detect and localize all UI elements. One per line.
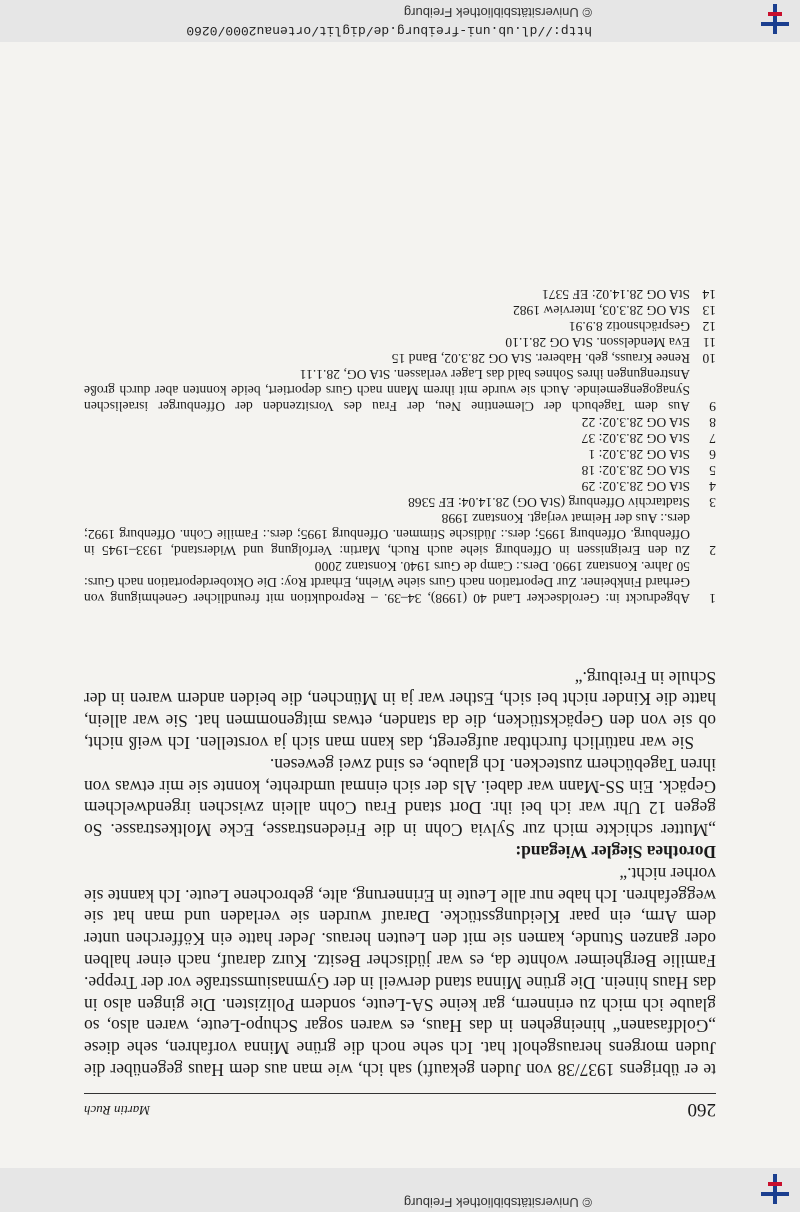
footnote-text: Eva Mendelsson. StA OG 28.1.10 [505, 335, 690, 350]
footnote-text: StA OG 28.3.03, Interview 1982 [512, 303, 690, 318]
footnote-number: 2 [709, 543, 716, 558]
footnote [84, 446, 716, 462]
running-author: Martin Ruch [84, 1103, 151, 1118]
library-credit: © Universitätsbibliothek Freiburg [403, 1195, 592, 1210]
footnote [84, 318, 716, 334]
body-text [84, 666, 716, 1080]
footnote [84, 430, 716, 446]
library-credit: © Universitätsbibliothek Freiburg [403, 5, 592, 20]
footnote-text: Gesprächsnotiz 8.9.91 [568, 319, 690, 334]
paragraph-2: „Mutter schickte mich zur Sylvia Cohn in die Friedenstrasse, Ecke Moltkestrasse. So gegen 12 Uhr war ich bei ihr. Dort stand Frau Cohn allein zwischen irgendwelchem Gepäck. Ein SS-Mann war dabei. Als der sich einmal umdrehte, konnte sie mir etwas von ihren Tagebüchern zustecken. Ich glaube, es sind zwei gewesen. [84, 754, 716, 841]
footnote [84, 302, 716, 318]
footnote-text: StA OG 28.3.02: 22 [581, 415, 690, 430]
paragraph-3: Sie war natürlich furchtbar aufgeregt, das kann man sich ja vorstellen. Ich weiß nicht, ob sie von den Gepäckstücken, die da standen, etwas mitgenommen hat. Sie war allein, hatte die Kinder nicht bei sich, Esther war ja in München, die beiden andern waren in der Schule in Freiburg.“ [84, 667, 716, 754]
footnote-text: StA OG 28.3.02: 18 [581, 463, 690, 478]
footnote [84, 350, 716, 366]
footnote-text: Abgedruckt in: Geroldsecker Land 40 (1998), 34–39. – Reproduktion mit freundlicher Genehmigung von Gerhard Finkbeiner. Zur Deportation nach Gurs siehe Wiehn, Erhardt Roy: Die Oktoberdeportation nach Gurs: 50 Jahre. Konstanz 1990. Ders.: Camp de Gurs 1940. Konstanz 2000 [84, 559, 690, 606]
library-header-bar [0, 0, 800, 42]
footnote-text: StA OG 28.14.02: EF 5371 [541, 287, 690, 302]
footnote [84, 510, 716, 558]
footnote-number: 12 [702, 319, 716, 334]
footnote [84, 366, 716, 414]
paragraph-1: te er übrigens 1937/38 von Juden gekauft) sah ich, wie man aus dem Haus gegenüber die Juden morgens herausgeholt hat. Ich sehe noch die grüne Minna vorfahren, sehe diese „Goldfasanen“ hineingehen in das Haus, es waren sogar Schupo-Leute, waren also, so glaube ich mich zu erinnern, gar keine SA-Leute, sondern Polizisten. Die gingen also in das Haus hinein. Die grüne Minna stand derweil in der Gymnasiumsstraße vor der Treppe. Familie Bergheimer wohnte da, es war jüdischer Besitz. Kurz darauf, nach einer halben oder ganzen Stunde, kamen sie mit den Leuten heraus. Jeder hatte ein Köfferchen unter dem Arm, ein paar Kleidungsstücke. Darauf wurden sie verladen und man hat sie weggefahren. Ich habe nur alle Leute in Erinnerung, alte, gebrochene Leute. Ich kannte sie vorher nicht.“ [84, 863, 716, 1080]
footnote-text: Aus dem Tagebuch der Clementine Neu, der Frau des Vorsitzenden der Offenburger israelischen Synagogengemeinde. Auch sie wurde mit ihrem Mann nach Gurs deportiert, beide konnten aber durch große Anstrengungen ihres Sohnes bald das Lager verlassen. StA OG, 28.1.11 [84, 367, 690, 414]
footnotes [84, 286, 716, 606]
footnote-number: 5 [709, 463, 716, 478]
footnote [84, 494, 716, 510]
running-header [84, 1093, 716, 1120]
footnote-number: 13 [702, 303, 716, 318]
footnote-number: 11 [702, 335, 716, 350]
page-number: 260 [687, 1099, 716, 1120]
footnote-text: StA OG 28.3.02: 37 [581, 431, 690, 446]
footnote-number: 6 [709, 447, 716, 462]
footnote-number: 10 [702, 351, 716, 366]
footnote-text: Stadtarchiv Offenburg (StA OG) 28.14.04: EF 5368 [408, 495, 690, 510]
footnote-number: 4 [709, 479, 716, 494]
footnote-number: 7 [709, 431, 716, 446]
footnote [84, 478, 716, 494]
ub-freiburg-logo-icon [758, 1174, 792, 1204]
footnote-number: 14 [702, 287, 716, 302]
footnote-text: Zu den Ereignissen in Offenburg siehe auch Ruch, Martin: Verfolgung und Widerstand, 1933–1945 in Offenburg. Offenburg 1995; ders.: Jüdische Stimmen. Offenburg 1995; ders.: Familie Cohn. Offenburg 1992; ders.: Aus der Heimat verjagt. Konstanz 1998 [84, 511, 690, 558]
footnote [84, 286, 716, 302]
footnote [84, 558, 716, 606]
ub-freiburg-logo-icon [758, 4, 792, 34]
footnote [84, 414, 716, 430]
footnote-number: 8 [709, 415, 716, 430]
footnote-text: Renee Krauss, geb. Haberer. StA OG 28.3.02, Band 15 [391, 351, 690, 366]
footnote [84, 334, 716, 350]
footnote-text: StA OG 28.3.02: 29 [581, 479, 690, 494]
footnote-text: StA OG 28.3.02: 1 [588, 447, 690, 462]
footnote [84, 462, 716, 478]
footnote-number: 1 [709, 591, 716, 606]
footnote-number: 9 [709, 399, 716, 414]
footnote-number: 3 [709, 495, 716, 510]
library-footer-bar [0, 1168, 800, 1212]
source-url[interactable]: http://dl.ub.uni-freiburg.de/diglit/ortenau2000/0260 [186, 23, 592, 38]
section-heading: Dorothea Siegler Wiegand: [515, 842, 716, 863]
